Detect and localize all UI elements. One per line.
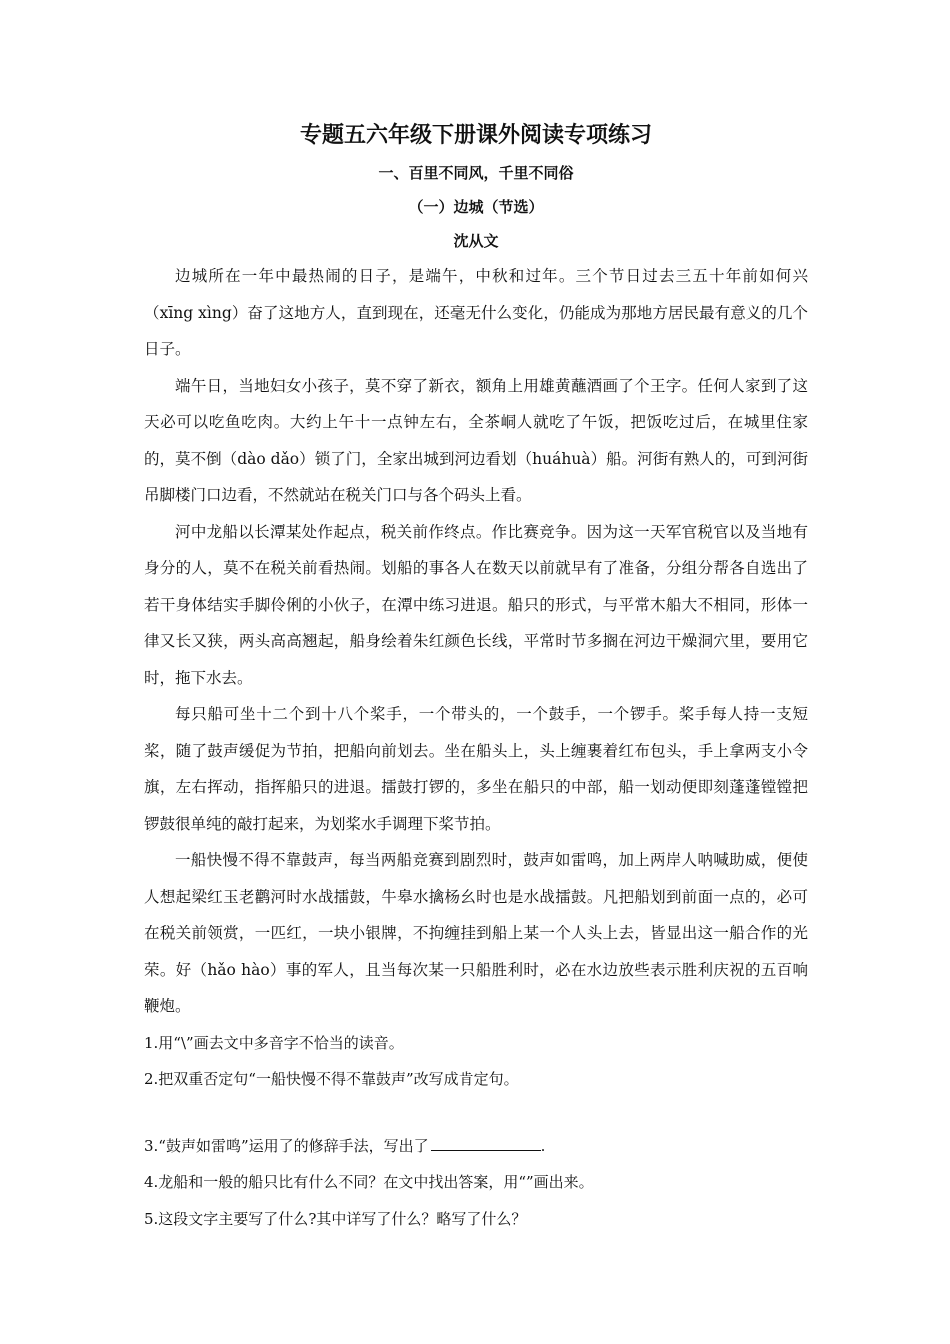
question-3: [144, 1128, 808, 1165]
question-3-text: 3.“鼓声如雷鸣”运用了的修辞手法，写出了: [144, 1136, 429, 1155]
paragraph-5: 一船快慢不得不靠鼓声，每当两船竞赛到剧烈时，鼓声如雷鸣，加上两岸人呐喊助威，便使人想起梁红玉老鹳河时水战擂鼓，牛皋水擒杨幺时也是水战擂鼓。凡把船划到前面一点的，必可在税关前领赏，一匹红，一块小银牌，不拘缠挂到船上某一个人头上去，皆显出这一船合作的光荣。好（hǎo hào）事的军人，且当每次某一只船胜利时，必在水边放些表示胜利庆祝的五百响鞭炮。: [144, 851, 808, 1015]
answer-blank[interactable]: [431, 1136, 541, 1151]
paragraph-3: 河中龙船以长潭某处作起点，税关前作终点。作比赛竞争。因为这一天军官税官以及当地有身分的人，莫不在税关前看热闹。划船的事各人在数天以前就早有了准备，分组分帮各自选出了若干身体结实手脚伶俐的小伙子，在潭中练习进退。船只的形式，与平常木船大不相同，形体一律又长又狭，两头高高翘起，船身绘着朱红颜色长线，平常时节多搁在河边干燥洞穴里，要用它时，拖下水去。: [144, 522, 808, 687]
document-title: 专题五六年级下册课外阅读专项练习: [299, 122, 652, 148]
document-content: [144, 118, 808, 1237]
author-name: 沈从文: [453, 232, 499, 250]
answer-space: [144, 1098, 808, 1128]
question-1: 1.用“\”画去文中多音字不恰当的读音。: [144, 1033, 404, 1052]
section-heading: 一、百里不同风，千里不同俗: [378, 164, 574, 182]
question-3-end: .: [540, 1136, 546, 1155]
paragraph-1: 边城所在一年中最热闹的日子，是端午，中秋和过年。三个节日过去三五十年前如何兴（xīng xìng）奋了这地方人，直到现在，还毫无什么变化，仍能成为那地方居民最有意义的几个日子。: [144, 267, 808, 358]
paragraph-4: 每只船可坐十二个到十八个桨手，一个带头的，一个鼓手，一个锣手。桨手每人持一支短桨，随了鼓声缓促为节拍，把船向前划去。坐在船头上，头上缠裹着红布包头，手上拿两支小令旗，左右挥动，指挥船只的进退。擂鼓打锣的，多坐在船只的中部，船一划动便即刻蓬蓬镗镗把锣鼓很单纯的敲打起来，为划桨水手调理下桨节拍。: [144, 705, 808, 833]
passage-title: （一）边城（节选）: [408, 198, 544, 216]
question-5: 5.这段文字主要写了什么?其中详写了什么？略写了什么？: [144, 1209, 527, 1228]
paragraph-2: 端午日，当地妇女小孩子，莫不穿了新衣，额角上用雄黄蘸酒画了个王字。任何人家到了这天必可以吃鱼吃肉。大约上午十一点钟左右，全茶峒人就吃了午饭，把饭吃过后，在城里住家的，莫不倒（dào dǎo）锁了门，全家出城到河边看划（huáhuà）船。河街有熟人的，可到河街吊脚楼门口边看，不然就站在税关门口与各个码头上看。: [144, 376, 808, 504]
question-4: 4.龙船和一般的船只比有什么不同？在文中找出答案，用“”画出来。: [144, 1173, 594, 1191]
question-2: 2.把双重否定句“一船快慢不得不靠鼓声”改写成肯定句。: [144, 1070, 519, 1088]
